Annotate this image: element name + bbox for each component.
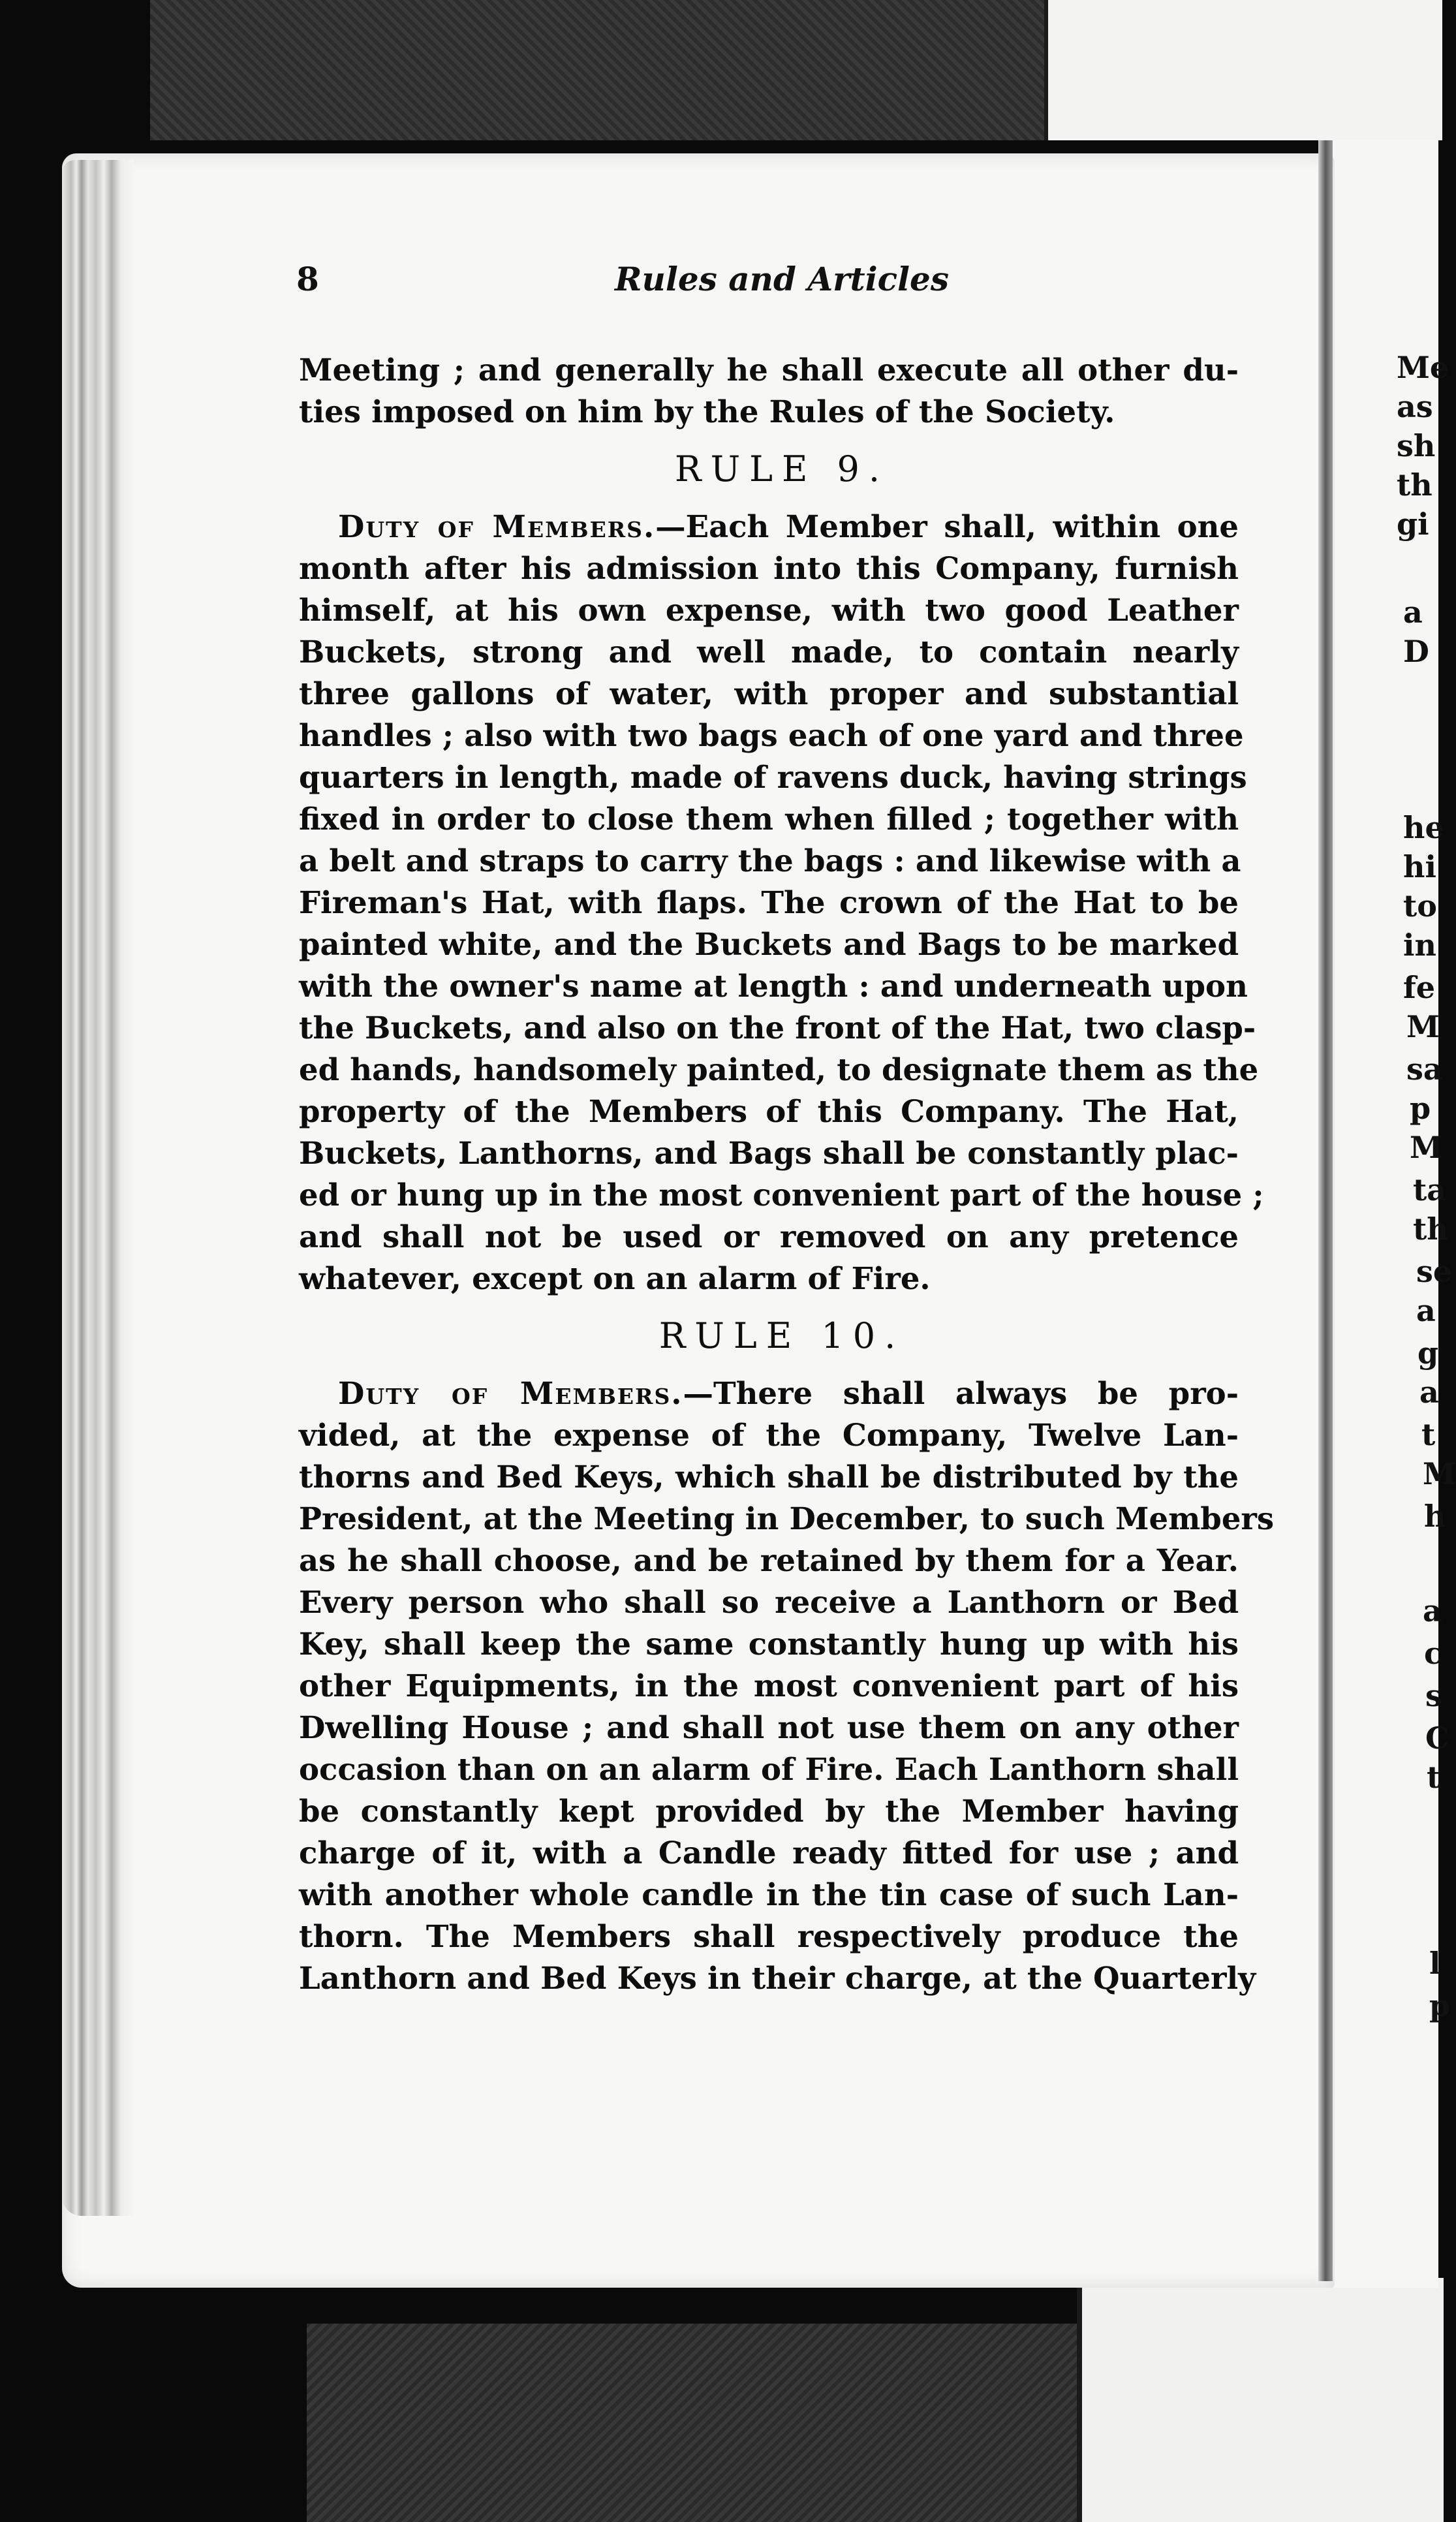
facing-page-fragment: a — [1423, 1593, 1442, 1628]
rule-9-heading: RULE 9. — [674, 448, 890, 490]
facing-page-fragment: as — [1397, 389, 1433, 424]
text-line: Buckets, strong and well made, to contain nearly — [299, 634, 1239, 670]
facing-page-fragment: M — [1406, 1009, 1440, 1044]
page-binding-edge — [62, 160, 134, 2216]
facing-page-fragment: fe — [1403, 970, 1436, 1005]
facing-page-fragment: t — [1427, 1760, 1441, 1795]
text-line: month after his admission into this Company, furnish — [299, 550, 1239, 586]
page-text — [299, 349, 1275, 1999]
facing-page-fragment: th — [1413, 1211, 1449, 1247]
text-line: be constantly kept provided by the Member having — [299, 1793, 1239, 1829]
text-line: Key, shall keep the same constantly hung up with his — [299, 1626, 1239, 1662]
text-line: the Buckets, and also on the front of the Hat, two clasp- — [299, 1010, 1256, 1046]
facing-page-fragment: h — [1424, 1499, 1446, 1534]
text-line: painted white, and the Buckets and Bags to be marked — [299, 926, 1239, 962]
facing-page-fragment: C — [1425, 1720, 1449, 1756]
text-line: Every person who shall so receive a Lanthorn or Bed — [299, 1584, 1239, 1620]
text-line: thorn. The Members shall respectively produce the — [299, 1918, 1239, 1954]
facing-page-fragment: Me — [1397, 350, 1449, 385]
text-line: fixed in order to close them when filled ; together with — [299, 801, 1239, 837]
section-lead: Duty of Members. — [338, 508, 656, 544]
text-line: Duty of Members.—There shall always be pro- — [338, 1375, 1239, 1411]
text-line: ties imposed on him by the Rules of the Society. — [299, 394, 1115, 429]
page-edge-top-right — [1044, 0, 1442, 140]
text-line: Duty of Members.—Each Member shall, within one — [338, 508, 1239, 544]
facing-page-fragment: hi — [1403, 849, 1436, 884]
facing-page-fragment: gi — [1397, 506, 1429, 542]
text-line: a belt and straps to carry the bags : and likewise with a — [299, 843, 1241, 879]
text-line: as he shall choose, and be retained by them for a Year. — [299, 1542, 1239, 1578]
facing-page-fragment: p — [1410, 1091, 1431, 1126]
text-line: other Equipments, in the most convenient part of his — [299, 1668, 1239, 1704]
facing-page-fragment: M — [1423, 1456, 1456, 1491]
page-number: 8 — [296, 260, 319, 298]
text-line: President, at the Meeting in December, to such Members — [299, 1501, 1275, 1536]
book-gutter — [1318, 140, 1333, 2281]
facing-page-fragment: sh — [1397, 428, 1436, 463]
text-line: whatever, except on an alarm of Fire. — [299, 1260, 931, 1296]
text-line: three gallons of water, with proper and substantial — [299, 676, 1239, 711]
text-line: vided, at the expense of the Company, Twelve Lan- — [299, 1417, 1239, 1453]
text-line: Dwelling House ; and shall not use them on any other — [299, 1709, 1239, 1745]
text-line: Buckets, Lanthorns, and Bags shall be constantly plac- — [299, 1135, 1239, 1171]
facing-page-fragment: se — [1416, 1254, 1453, 1289]
text-line: with the owner's name at length : and underneath upon — [299, 968, 1248, 1004]
facing-page-fragment: D — [1403, 634, 1429, 669]
facing-page-fragment: to — [1403, 888, 1437, 924]
facing-page-fragment: c — [1424, 1636, 1443, 1671]
text-line: ed hands, handsomely painted, to designate them as the — [299, 1051, 1259, 1087]
text-line: thorns and Bed Keys, which shall be distributed by the — [299, 1459, 1239, 1495]
facing-page-fragment: sa — [1406, 1051, 1443, 1087]
facing-page-fragment: l — [1429, 1946, 1441, 1981]
text-line: property of the Members of this Company. The Hat, — [299, 1093, 1239, 1129]
facing-page-fragment: th — [1397, 467, 1433, 503]
facing-page-fragment: t — [1421, 1417, 1436, 1452]
scanner-background-bottom — [307, 2324, 1077, 2522]
facing-page-fragment: in — [1403, 927, 1436, 963]
text-line: with another whole candle in the tin case of such Lan- — [299, 1876, 1239, 1912]
page-edge-bottom-right — [1077, 2278, 1444, 2522]
facing-page-fragment: he — [1403, 810, 1444, 845]
text-line: Lanthorn and Bed Keys in their charge, at the Quarterly — [299, 1960, 1256, 1996]
text-line: Meeting ; and generally he shall execute all other du- — [299, 352, 1239, 388]
facing-page-fragment: a — [1416, 1293, 1436, 1328]
text-line: occasion than on an alarm of Fire. Each Lanthorn shall — [299, 1751, 1239, 1787]
facing-page-fragment: s — [1425, 1678, 1442, 1713]
text-line: himself, at his own expense, with two good Leather — [299, 592, 1239, 628]
rule-10-heading: RULE 10. — [658, 1315, 905, 1356]
facing-page-fragment: ta — [1413, 1172, 1447, 1207]
text-line: Fireman's Hat, with flaps. The crown of the Hat to be — [299, 884, 1239, 920]
page-header — [0, 260, 1438, 305]
facing-page-fragment: p — [1429, 1988, 1451, 2023]
text-line: quarters in length, made of ravens duck, having strings — [299, 759, 1247, 795]
facing-page-fragment: a — [1403, 595, 1423, 630]
text-line: and shall not be used or removed on any pretence — [299, 1219, 1239, 1254]
facing-page-fragment: M — [1410, 1130, 1443, 1165]
running-head: Rules and Articles — [615, 260, 950, 298]
text-line: ed or hung up in the most convenient part of the house ; — [299, 1177, 1264, 1213]
text-line: handles ; also with two bags each of one yard and three — [299, 717, 1244, 753]
text-line: charge of it, with a Candle ready fitted for use ; and — [299, 1835, 1239, 1871]
facing-page-fragment: g — [1417, 1335, 1439, 1371]
section-lead: Duty of Members. — [338, 1375, 683, 1411]
facing-page-fragment: a — [1419, 1375, 1439, 1410]
scanner-background-top — [150, 0, 1044, 140]
